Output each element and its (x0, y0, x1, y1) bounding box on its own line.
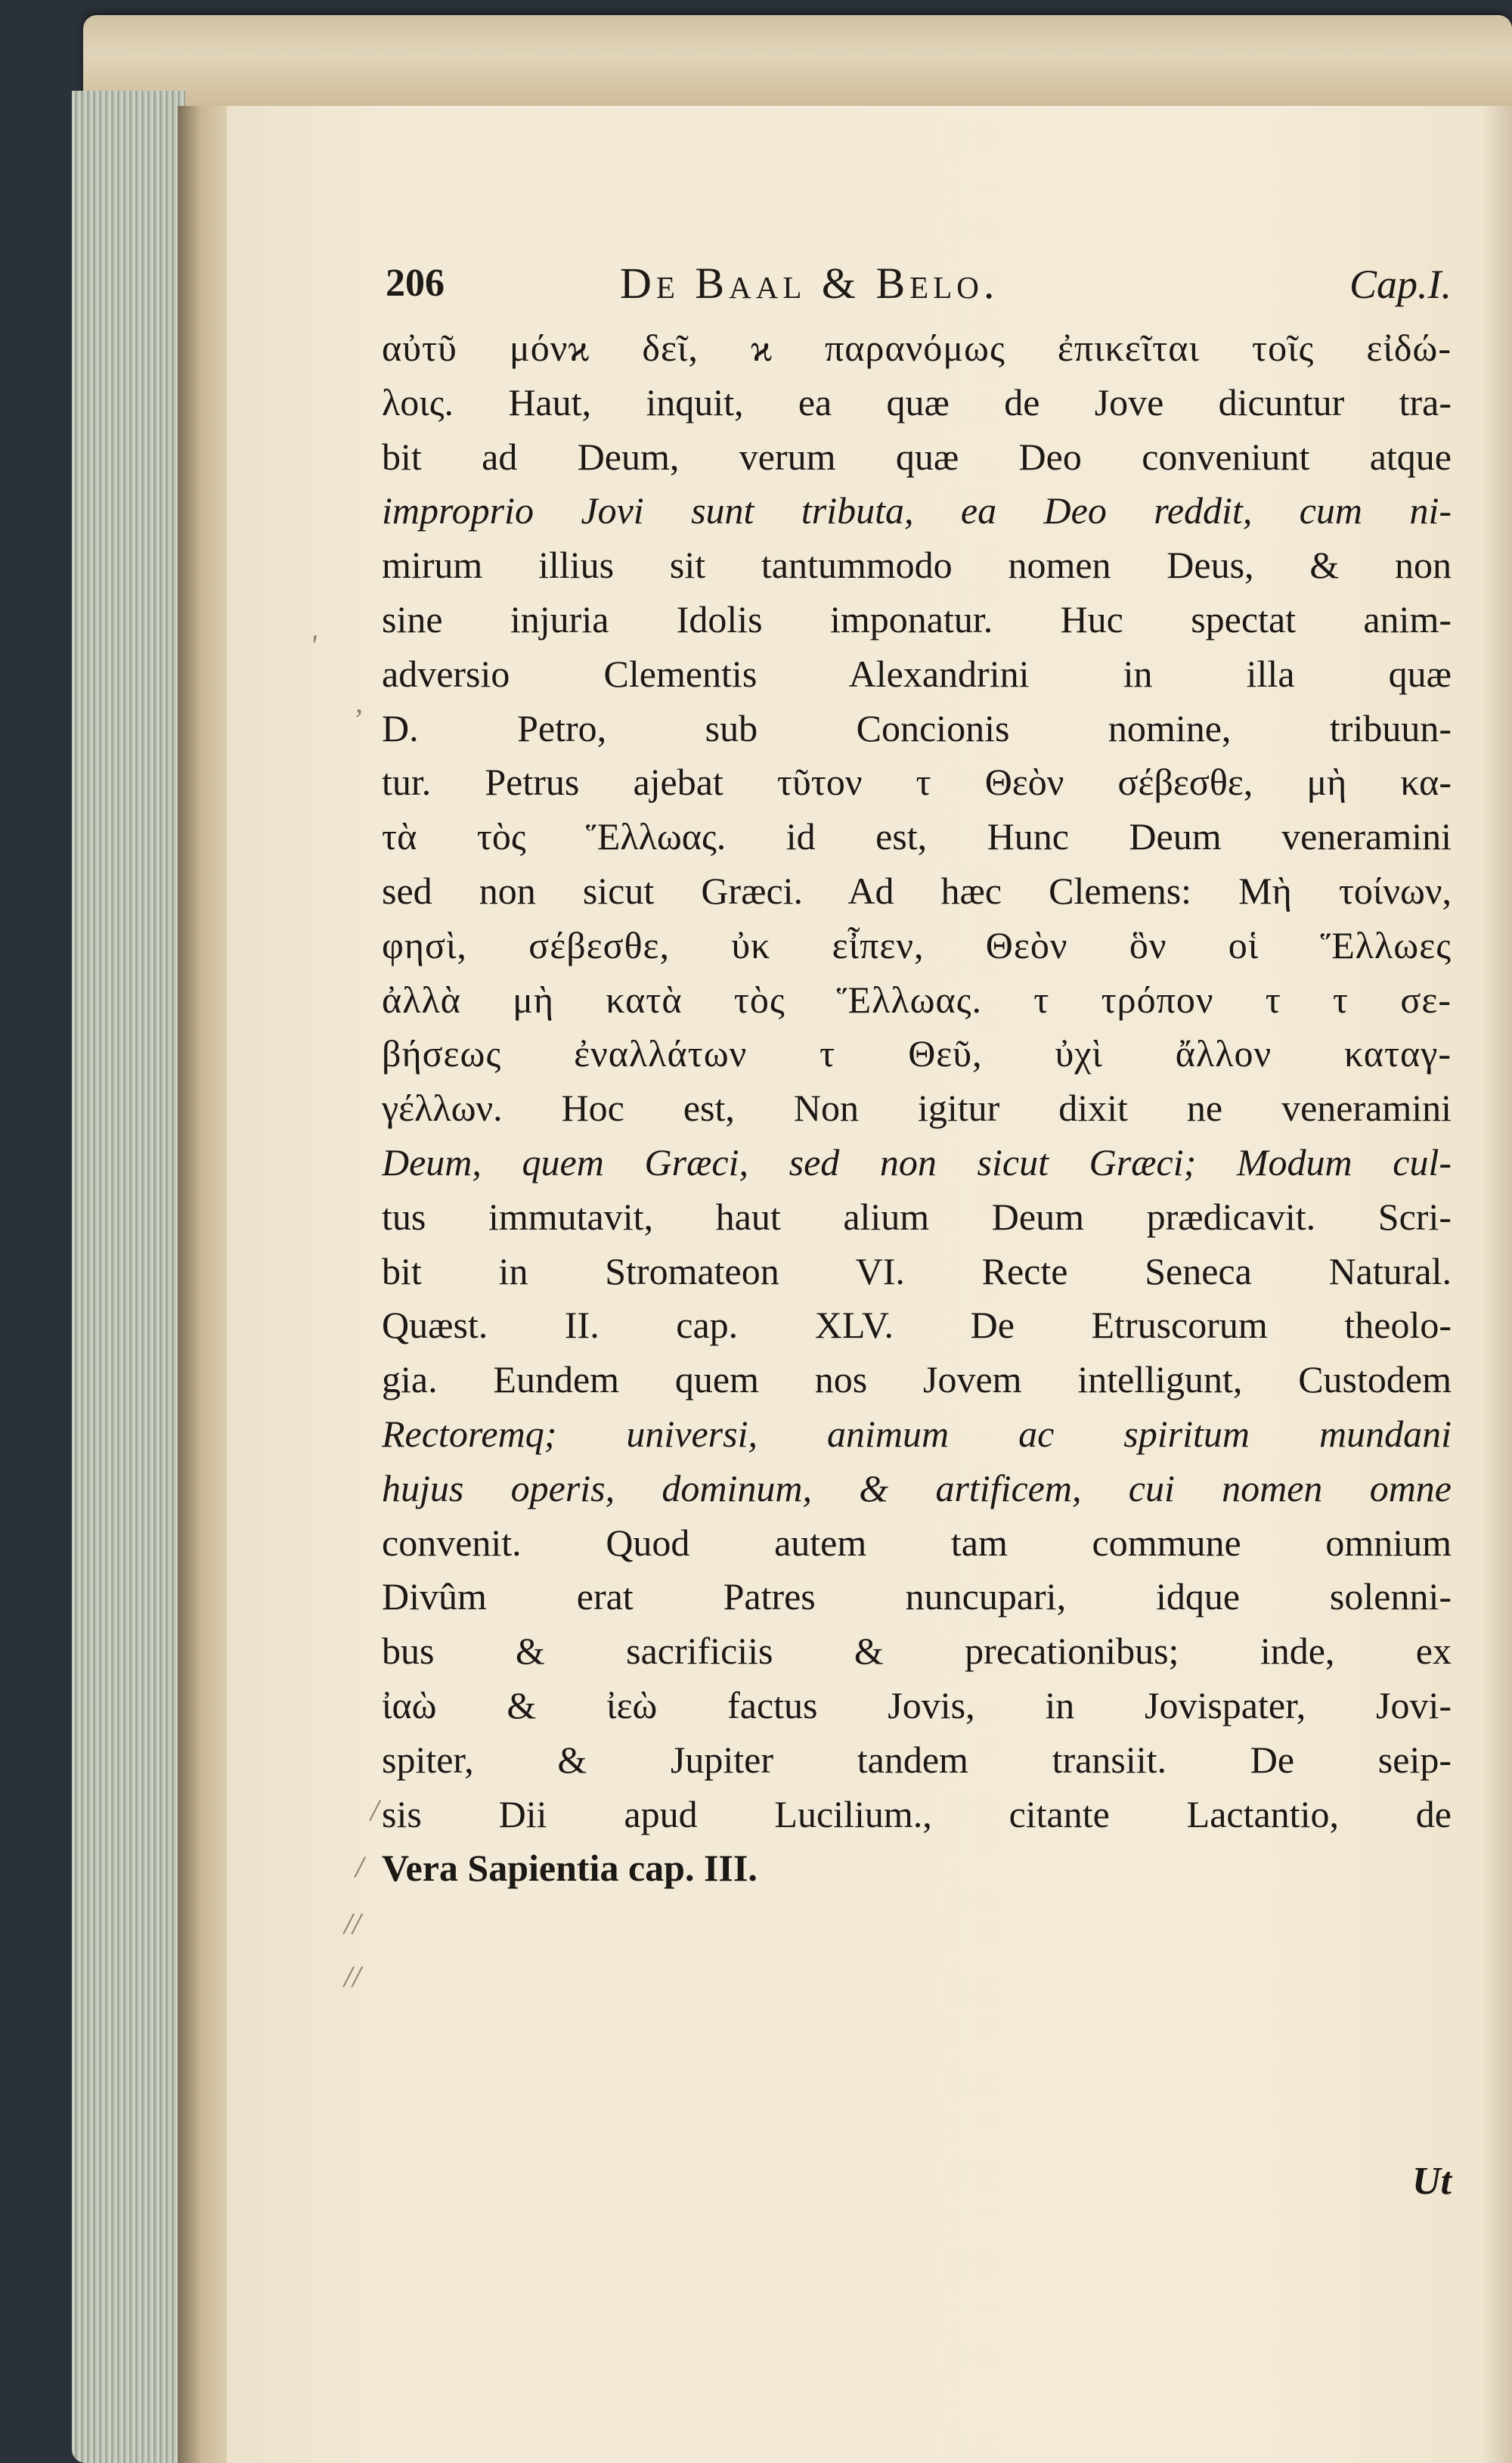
text-line: gia. Eundem quem nos Jovem intelligunt, Custodem (382, 1358, 1452, 1401)
text-line: tus immutavit, haut alium Deum prædicavit. Scri- (382, 1195, 1452, 1238)
text-line: γέλλων. Hoc est, Non igitur dixit ne veneramini (382, 1087, 1452, 1130)
running-title: De Baal & Belo. (620, 259, 999, 308)
margin-mark: / (370, 1793, 380, 1827)
text-line: sed non sicut Græci. Ad hæc Clemens: Μὴ τοίνων, (382, 869, 1452, 912)
text-line: bus & sacrificiis & precationibus; inde, ex (382, 1630, 1452, 1673)
text-line: mirum illius sit tantummodo nomen Deus, & non (382, 544, 1452, 587)
text-line: Deum, quem Græci, sed non sicut Græci; Modum cul- (382, 1140, 1452, 1183)
chapter-reference: Cap.I. (1349, 262, 1452, 307)
text-line: τὰ τὸς Ἕλλωας. id est, Hunc Deum veneramini (382, 815, 1452, 858)
text-line: convenit. Quod autem tam commune omnium (382, 1521, 1452, 1564)
text-line: Vera Sapientia cap. III. (382, 1847, 758, 1890)
text-line: Rectoremq; universi, animum ac spiritum mundani (382, 1412, 1452, 1455)
text-line: ἰαὼ & ἰεὼ factus Jovis, in Jovispater, Jovi- (382, 1683, 1452, 1726)
text-line: bit ad Deum, verum quæ Deo conveniunt atque (382, 435, 1452, 478)
text-line: improprio Jovi sunt tributa, ea Deo reddit, cum ni- (382, 489, 1452, 532)
margin-mark: , (355, 685, 363, 719)
body-text (382, 321, 1452, 1896)
page-stack-edges (72, 91, 185, 2463)
text-line: ἀλλὰ μὴ κατὰ τὸς Ἕλλωας. τ τρόπον τ τ σε- (382, 978, 1452, 1021)
margin-mark: ' (310, 628, 317, 662)
margin-mark: / (355, 1850, 364, 1884)
text-line: βήσεως ἐναλλάτων τ Θεῦ, ὐχὶ ἄλλον καταγ- (382, 1032, 1452, 1075)
text-line: Quæst. II. cap. XLV. De Etruscorum theolo- (382, 1304, 1452, 1347)
margin-mark: // (344, 1959, 361, 1993)
book-top-edge (83, 15, 1512, 113)
text-line: sine injuria Idolis imponatur. Huc spectat anim- (382, 597, 1452, 641)
text-line: hujus operis, dominum, & artificem, cui nomen omne (382, 1466, 1452, 1509)
text-line: adversio Clementis Alexandrini in illa quæ (382, 652, 1452, 695)
text-line: sis Dii apud Lucilium., citante Lactantio, de (382, 1792, 1452, 1835)
text-line: αὐτῦ μόνϰ δεῖ, ϰ παρανόμως ἐπικεῖται τοῖς εἰδώ- (382, 327, 1452, 369)
page-number: 206 (386, 262, 445, 305)
text-line: D. Petro, sub Concionis nomine, tribuun- (382, 706, 1452, 749)
margin-mark: // (344, 1906, 361, 1940)
text-line: φησὶ, σέβεσθε, ὐκ εἶπεν, Θεὸν ὃν οἱ Ἕλλωες (382, 923, 1452, 966)
text-line: bit in Stromateon VI. Recte Seneca Natural. (382, 1249, 1452, 1292)
catchword: Ut (1412, 2160, 1452, 2203)
text-line: tur. Petrus ajebat τῦτον τ Θεὸν σέβεσθε, μὴ κα- (382, 761, 1452, 804)
text-line: Divûm erat Patres nuncupari, idque solenni- (382, 1575, 1452, 1618)
running-head (386, 261, 1452, 321)
text-line: λοις. Haut, inquit, ea quæ de Jove dicuntur tra- (382, 380, 1452, 423)
text-line: spiter, & Jupiter tandem transiit. De seip- (382, 1738, 1452, 1781)
